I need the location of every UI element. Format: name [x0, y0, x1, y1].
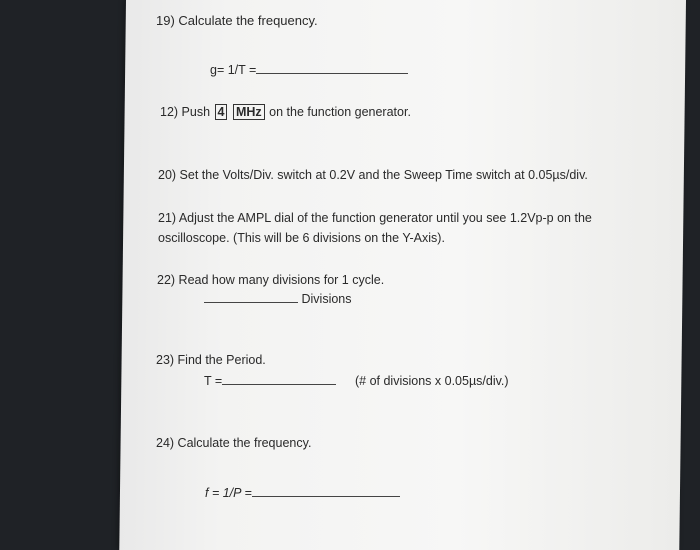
q12-row — [160, 104, 411, 121]
q23-formula-row — [204, 373, 336, 390]
q23-formula: T = — [204, 374, 223, 388]
q23-heading: 23) Find the Period. — [156, 353, 266, 367]
q19-answer-blank[interactable] — [256, 62, 408, 74]
q24-answer-blank[interactable] — [252, 485, 400, 497]
q12-prefix: 12) Push — [160, 105, 211, 119]
q21-line1: 21) Adjust the AMPL dial of the function generator until you see 1.2Vp-p on the — [158, 211, 592, 225]
q20-text: 20) Set the Volts/Div. switch at 0.2V and the Sweep Time switch at 0.05µs/div. — [158, 168, 588, 182]
q19-formula: g= 1/T = — [210, 63, 257, 77]
q24-heading: 24) Calculate the frequency. — [156, 436, 312, 450]
q19-heading: 19) Calculate the frequency. — [156, 13, 318, 28]
q12-box-mhz: MHz — [233, 104, 265, 120]
q23-answer-blank[interactable] — [222, 373, 336, 385]
q22-answer-row — [204, 291, 352, 308]
q24-formula: f = 1/P = — [205, 486, 252, 500]
q12-box-4: 4 — [215, 104, 228, 120]
q24-formula-row — [205, 485, 400, 502]
q22-answer-blank[interactable] — [204, 291, 298, 303]
q12-suffix: on the function generator. — [269, 105, 411, 119]
q19-formula-row — [210, 62, 408, 79]
q22-heading: 22) Read how many divisions for 1 cycle. — [157, 273, 385, 287]
q22-unit: Divisions — [301, 292, 352, 306]
q21-line2: oscilloscope. (This will be 6 divisions on the Y-Axis). — [158, 231, 445, 245]
q23-note: (# of divisions x 0.05µs/div.) — [355, 374, 509, 388]
